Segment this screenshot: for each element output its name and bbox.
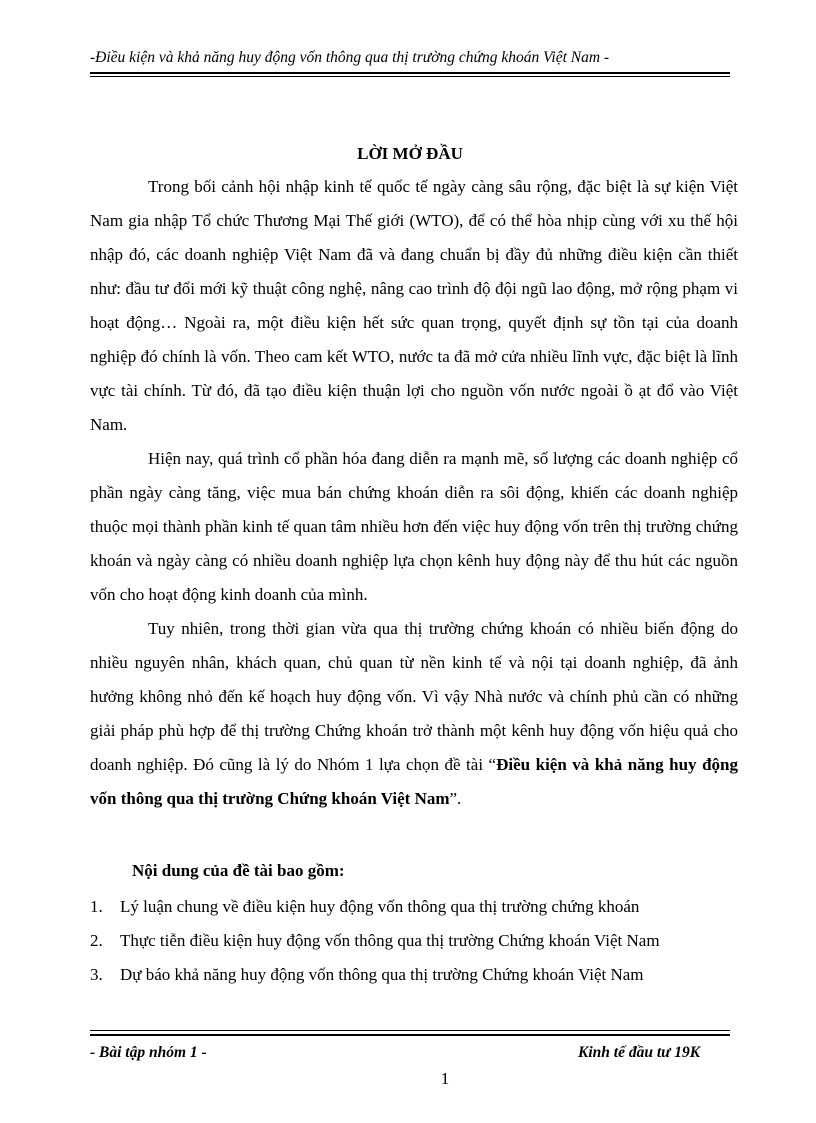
- list-item: [90, 892, 738, 926]
- content-list: [90, 892, 738, 994]
- content-heading: Nội dung của đề tài bao gồm:: [132, 861, 345, 880]
- paragraph-3-text: Tuy nhiên, trong thời gian vừa qua thị trường chứng khoán có nhiều biến động do nhiều nguyên nhân, khách quan, chủ quan từ nền kinh tế và nội tại doanh nghiệp, đã ảnh hưởng không nhỏ đến kế hoạch huy động vốn. Vì vậy Nhà nước và chính phủ cần có những giải pháp phù hợp để thị trường Chứng khoán trở thành một kênh huy động vốn hiệu quả cho doanh nghiệp. Đó cũng là lý do Nhóm 1 lựa chọn đề tài “: [90, 619, 738, 774]
- footer-group-label: - Bài tập nhóm 1 -: [90, 1044, 207, 1061]
- footer-rule-thin: [90, 1030, 730, 1031]
- list-item-number: 2.: [90, 931, 103, 950]
- paragraph-3-closing: ”.: [449, 789, 462, 808]
- list-item-text: Thực tiễn điều kiện huy động vốn thông qua thị trường Chứng khoán Việt Nam: [120, 931, 660, 950]
- list-item-text: Lý luận chung về điều kiện huy động vốn thông qua thị trường chứng khoán: [120, 897, 640, 916]
- body-text: [90, 170, 738, 816]
- topic-title: Điều kiện và khả năng huy động vốn thông qua thị trường Chứng khoán Việt Nam: [90, 755, 738, 808]
- running-header: -Điều kiện và khả năng huy động vốn thông qua thị trường chứng khoán Việt Nam -: [90, 49, 610, 66]
- footer-rule-thick: [90, 1034, 730, 1036]
- paragraph-2: Hiện nay, quá trình cổ phần hóa đang diễn ra mạnh mẽ, số lượng các doanh nghiệp cổ phần ngày càng tăng, việc mua bán chứng khoán diễn ra sôi động, khiến các doanh nghiệp thuộc mọi thành phần kinh tế quan tâm nhiều hơn đến việc huy động vốn trên thị trường chứng khoán và ngày càng có nhiều doanh nghiệp lựa chọn kênh huy động này để thu hút các nguồn vốn cho hoạt động kinh doanh của mình.: [90, 449, 738, 604]
- paragraph-3: [90, 612, 738, 816]
- page-number: 1: [440, 1069, 450, 1088]
- list-item: [90, 960, 738, 994]
- footer-course-label: Kinh tế đầu tư 19K: [578, 1044, 701, 1061]
- header-rule-thin: [90, 76, 730, 77]
- page-title: LỜI MỞ ĐẦU: [357, 144, 463, 163]
- list-item: [90, 926, 738, 960]
- list-item-number: 1.: [90, 897, 103, 916]
- paragraph-1: Trong bối cảnh hội nhập kinh tế quốc tế ngày càng sâu rộng, đặc biệt là sự kiện Việt Nam gia nhập Tổ chức Thương Mại Thế giới (WTO), để có thể hòa nhịp cùng với xu thế hội nhập đó, các doanh nghiệp Việt Nam đã và đang chuẩn bị đầy đủ những điều kiện cần thiết như: đầu tư đổi mới kỹ thuật công nghệ, nâng cao trình độ đội ngũ lao động, mở rộng phạm vi hoạt động… Ngoài ra, một điều kiện hết sức quan trọng, quyết định sự tồn tại của doanh nghiệp đó chính là vốn. Theo cam kết WTO, nước ta đã mở cửa nhiều lĩnh vực, đặc biệt là lĩnh vực tài chính. Từ đó, đã tạo điều kiện thuận lợi cho nguồn vốn nước ngoài ồ ạt đổ vào Việt Nam.: [90, 177, 738, 434]
- list-item-number: 3.: [90, 965, 103, 984]
- header-rule-thick: [90, 72, 730, 74]
- list-item-text: Dự báo khả năng huy động vốn thông qua thị trường Chứng khoán Việt Nam: [120, 965, 644, 984]
